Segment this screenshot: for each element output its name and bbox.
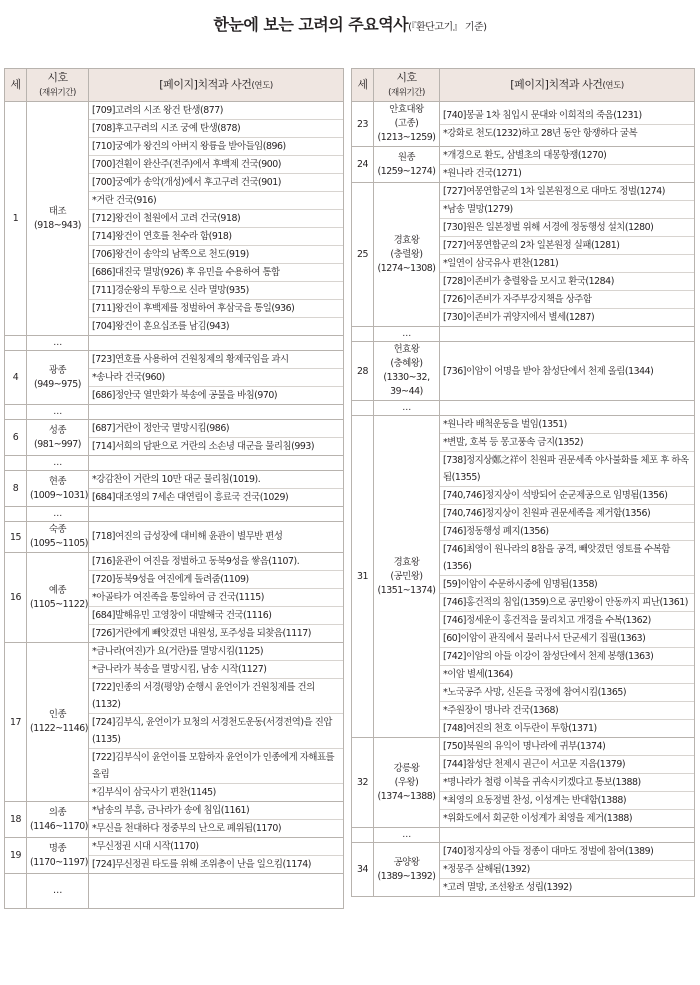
row-events — [440, 738, 695, 828]
event-item: [711]왕건이 후백제를 정벌하여 후삼국을 통일(936) — [89, 300, 343, 318]
event-item: [718]여진의 급성장에 대비해 윤관이 별무반 편성 — [92, 531, 283, 542]
event-item: [727]여몽연합군의 1차 일본원정으로 대마도 정벌(1274) — [440, 183, 694, 201]
event-item: [744]참성단 천제시 권근이 서고문 지음(1379) — [440, 756, 694, 774]
event-item: [704]왕건이 훈요십조를 남김(943) — [92, 321, 230, 332]
row-events — [440, 102, 695, 147]
event-item: [716]윤관이 여진을 정벌하고 동북9성을 쌓음(1107). — [89, 553, 343, 571]
row-events — [89, 802, 344, 838]
king-name: 태조 — [48, 205, 67, 217]
row-events — [89, 838, 344, 874]
header-king-sub: (재위기간) — [39, 87, 76, 98]
event-item: [748]여진의 천호 이두란이 투항(1371) — [443, 723, 597, 734]
king-name: 헌효왕 — [393, 344, 420, 355]
event-item: *변발, 호복 등 몽고풍속 금지(1352) — [440, 434, 694, 452]
king-period: (1009~1031) — [30, 489, 88, 501]
header-king-label: 시호 — [396, 70, 417, 84]
row-num: 28 — [352, 342, 374, 401]
ellipsis: … — [27, 507, 89, 522]
king-alias: (우왕) — [394, 776, 419, 788]
event-item: [714]왕건이 연호를 천수라 함(918) — [89, 228, 343, 246]
king-alias: (충혜왕) — [390, 358, 423, 369]
king-name: 성종 — [48, 424, 67, 436]
row-events — [89, 351, 344, 405]
table-row — [352, 738, 695, 828]
row-num: 25 — [352, 183, 374, 327]
ellipsis: … — [374, 327, 440, 342]
table-row — [352, 183, 695, 327]
event-item: [746]홍건적의 침입(1359)으로 공민왕이 안동까지 피난(1361) — [440, 594, 694, 612]
table-row — [352, 416, 695, 738]
king-name: 경효왕 — [393, 234, 420, 246]
event-item: [684]발해유민 고영창이 대발해국 건국(1116) — [89, 607, 343, 625]
event-item: *강감찬이 거란의 10만 대군 물리침(1019). — [89, 471, 343, 489]
event-item: [684]대조영의 7세손 대연림이 흥료국 건국(1029) — [92, 492, 289, 503]
row-events — [440, 843, 695, 897]
table-row — [5, 553, 344, 643]
event-item: *강화로 천도(1232)하고 28년 동안 항쟁하다 굴복 — [443, 127, 638, 139]
king-alias: (충렬왕) — [390, 248, 423, 260]
event-item: [726]이존비가 자주부강지책을 상주함 — [440, 291, 694, 309]
event-item: [746]정동행성 폐지(1356) — [440, 523, 694, 541]
ellipsis-row — [352, 327, 695, 342]
event-item: [750]북원의 유익이 명나라에 귀부(1374) — [440, 738, 694, 756]
table-row — [352, 342, 695, 401]
header-events-label: [페이지]치적과 사건 — [159, 77, 252, 91]
ellipsis-row — [5, 507, 344, 522]
row-events — [89, 522, 344, 553]
king-period: (1389~1392) — [377, 870, 436, 882]
event-item: [708]후고구려의 시조 궁예 탄생(878) — [89, 120, 343, 138]
king-period: (949~975) — [34, 378, 81, 390]
event-item: *명나라가 철령 이북을 귀속시키겠다고 통보(1388) — [440, 774, 694, 792]
row-num: 19 — [5, 838, 27, 874]
table-row — [352, 147, 695, 183]
right-table-wrap — [351, 68, 695, 897]
king-period: (1330~32, 39~44) — [383, 372, 430, 397]
event-item: [700]견훤이 완산주(전주)에서 후백제 건국(900) — [89, 156, 343, 174]
event-item: [740]몽골 1차 침입시 문대와 이희적의 죽음(1231) — [440, 107, 694, 125]
table-row — [5, 420, 344, 456]
event-item: [740]정지상의 아들 정종이 대마도 정벌에 참여(1389) — [440, 843, 694, 861]
row-king — [374, 102, 440, 147]
king-name: 현종 — [48, 475, 67, 487]
event-item: *송나라 건국(960) — [89, 369, 343, 387]
event-item: [726]거란에게 빼앗겼던 내원성, 포주성을 되찾음(1117) — [92, 628, 311, 639]
ellipsis: … — [27, 456, 89, 471]
row-king — [374, 843, 440, 897]
row-king — [27, 471, 89, 507]
event-item: [710]궁예가 왕건의 아버지 왕륭을 받아들임(896) — [89, 138, 343, 156]
event-item: [730]이존비가 귀양지에서 별세(1287) — [443, 312, 595, 323]
event-item: [700]궁예가 송악(개성)에서 후고구려 건국(901) — [89, 174, 343, 192]
event-item: *김부식이 삼국사기 편찬(1145) — [92, 787, 216, 798]
row-events — [440, 147, 695, 183]
ellipsis: … — [27, 405, 89, 420]
header-events-sub: (연도) — [602, 80, 624, 91]
ellipsis: … — [374, 401, 440, 416]
event-item: [711]경순왕의 투항으로 신라 멸망(935) — [89, 282, 343, 300]
left-table — [4, 68, 344, 909]
king-period: (1095~1105) — [30, 538, 88, 549]
king-period: (1259~1274) — [377, 165, 436, 177]
header-king-sub: (재위기간) — [388, 87, 425, 98]
event-item: [720]동북9성을 여진에게 돌려줌(1109) — [89, 571, 343, 589]
row-num: 4 — [5, 351, 27, 405]
event-item: *남송 멸망(1279) — [440, 201, 694, 219]
row-king — [374, 416, 440, 738]
event-item: [746]정세운이 홍건적을 물리치고 개경을 수복(1362) — [440, 612, 694, 630]
row-king — [374, 342, 440, 401]
table-row — [5, 643, 344, 802]
row-king — [27, 522, 89, 553]
king-period: (981~997) — [34, 438, 81, 450]
event-item: [742]이암의 아들 이강이 참성단에서 천제 봉행(1363) — [440, 648, 694, 666]
event-item: [60]이암이 관직에서 물러나서 단군세기 집필(1363) — [440, 630, 694, 648]
king-period: (1351~1374) — [377, 584, 436, 596]
ellipsis-row — [5, 405, 344, 420]
title-text: 한눈에 보는 고려의 주요역사 — [213, 15, 409, 34]
event-item: *위화도에서 회군한 이성계가 최영을 제거(1388) — [443, 813, 633, 824]
event-item: *정몽주 살해됨(1392) — [440, 861, 694, 879]
row-num: 6 — [5, 420, 27, 456]
event-item: *아골타가 여진족을 통일하여 금 건국(1115) — [89, 589, 343, 607]
king-period: (1122~1146) — [30, 723, 88, 734]
table-row — [352, 102, 695, 147]
row-num: 31 — [352, 416, 374, 738]
event-item: [740,746]정지상이 친원파 권문세족을 제거함(1356) — [440, 505, 694, 523]
event-item: [727]여몽연합군의 2차 일본원정 실패(1281) — [440, 237, 694, 255]
event-item: [686]대진국 멸망(926) 후 유민을 수용하여 통합 — [89, 264, 343, 282]
ellipsis-row — [5, 336, 344, 351]
event-item: *주원장이 명나라 건국(1368) — [440, 702, 694, 720]
table-row — [5, 838, 344, 874]
event-item: *개경으로 환도, 삼별초의 대몽항쟁(1270) — [440, 147, 694, 165]
king-period: (1213~1259) — [377, 132, 436, 143]
king-name: 경효왕 — [393, 556, 420, 568]
event-item: [709]고려의 시조 왕건 탄생(877) — [89, 102, 343, 120]
header-king — [27, 69, 89, 102]
header-events-sub: (연도) — [251, 80, 273, 91]
table-row — [5, 522, 344, 553]
event-item: *금나라가 북송을 멸망시킴, 남송 시작(1127) — [89, 661, 343, 679]
header-row — [5, 69, 344, 102]
header-row — [352, 69, 695, 102]
event-item: [712]왕건이 철원에서 고려 건국(918) — [89, 210, 343, 228]
event-item: [723]연호를 사용하여 건원칭제의 황제국임을 과시 — [89, 351, 343, 369]
right-table — [351, 68, 695, 897]
king-name: 공양왕 — [393, 856, 420, 868]
event-item: [724]김부식, 윤언이가 묘청의 서경천도운동(서경전역)을 진압(1135) — [89, 714, 343, 749]
event-item: [746]최영이 원나라의 8참을 공격, 빼앗겼던 영토를 수복함(1356) — [440, 541, 694, 576]
event-item: [706]왕건이 송악의 남쪽으로 천도(919) — [89, 246, 343, 264]
king-alias: (고종) — [394, 118, 419, 129]
row-events — [440, 416, 695, 738]
row-num: 1 — [5, 102, 27, 336]
row-events — [89, 553, 344, 643]
header-king — [374, 69, 440, 102]
row-num: 23 — [352, 102, 374, 147]
header-king-label: 시호 — [47, 70, 68, 84]
header-events — [440, 69, 695, 102]
event-item: [740,746]정지상이 석방되어 순군제공으로 임명됨(1356) — [440, 487, 694, 505]
row-num: 16 — [5, 553, 27, 643]
event-item: *원나라 건국(1271) — [443, 168, 522, 179]
event-item: [722]김부식이 윤언이를 모함하자 윤언이가 인종에게 자해표를 올림 — [89, 749, 343, 784]
ellipsis-row — [352, 828, 695, 843]
king-period: (1170~1197) — [30, 856, 88, 868]
king-name: 의종 — [48, 806, 67, 818]
row-events — [89, 420, 344, 456]
ellipsis: … — [27, 336, 89, 351]
event-item: [59]이암이 수문하시중에 임명됨(1358) — [440, 576, 694, 594]
event-item: [730]원은 일본정벌 위해 서경에 정동행성 설치(1280) — [440, 219, 694, 237]
event-item: *고려 멸망, 조선왕조 성립(1392) — [443, 882, 572, 893]
row-num: 18 — [5, 802, 27, 838]
ellipsis-row — [5, 456, 344, 471]
king-period: (1105~1122) — [30, 598, 88, 610]
row-num: 8 — [5, 471, 27, 507]
row-events — [89, 471, 344, 507]
title-sub: (『환단고기』 기준) — [408, 22, 487, 33]
king-period: (918~943) — [34, 219, 81, 231]
event-item: *무신을 천대하다 정중부의 난으로 폐위됨(1170) — [92, 823, 282, 834]
ellipsis-row — [5, 874, 344, 909]
row-king — [374, 738, 440, 828]
row-king — [27, 553, 89, 643]
event-item: [686]정안국 열만화가 북송에 공물을 바침(970) — [92, 390, 278, 401]
king-name: 예종 — [48, 584, 67, 596]
row-king — [27, 351, 89, 405]
table-row — [352, 843, 695, 897]
event-item: *일연이 삼국유사 편찬(1281) — [440, 255, 694, 273]
king-name: 원종 — [397, 151, 416, 163]
row-events — [89, 643, 344, 802]
king-name: 안효대왕 — [389, 104, 424, 115]
row-events — [89, 102, 344, 336]
event-item: *무신정권 시대 시작(1170) — [89, 838, 343, 856]
king-alias: (공민왕) — [390, 570, 423, 582]
event-item: [714]서희의 담판으로 거란의 소손녕 대군을 물리침(993) — [92, 441, 315, 452]
event-item: [724]무신정권 타도를 위해 조위총이 난을 일으킴(1174) — [92, 859, 311, 870]
left-table-wrap — [4, 68, 344, 909]
king-name: 강릉왕 — [393, 762, 420, 774]
row-king — [27, 802, 89, 838]
king-period: (1274~1308) — [377, 262, 436, 274]
row-num: 17 — [5, 643, 27, 802]
table-row — [5, 351, 344, 405]
row-king — [27, 838, 89, 874]
ellipsis: … — [27, 874, 89, 909]
table-row — [5, 471, 344, 507]
header-events — [89, 69, 344, 102]
row-num: 34 — [352, 843, 374, 897]
header-num: 세 — [5, 69, 27, 102]
table-row — [5, 802, 344, 838]
page-title — [0, 12, 700, 35]
event-item: *이암 별세(1364) — [440, 666, 694, 684]
row-king — [374, 183, 440, 327]
row-king — [27, 643, 89, 802]
row-king — [374, 147, 440, 183]
king-name: 광종 — [48, 364, 67, 376]
event-item: *거란 건국(916) — [89, 192, 343, 210]
row-num: 24 — [352, 147, 374, 183]
row-events — [440, 183, 695, 327]
king-period: (1146~1170) — [30, 820, 88, 832]
event-item: *노국공주 사망, 신돈을 국정에 참여시킴(1365) — [440, 684, 694, 702]
event-item: [728]이존비가 충렬왕을 모시고 환국(1284) — [440, 273, 694, 291]
king-name: 명종 — [48, 842, 67, 854]
row-king — [27, 102, 89, 336]
table-row — [5, 102, 344, 336]
ellipsis-row — [352, 401, 695, 416]
king-name: 인종 — [48, 709, 67, 720]
event-item: *남송의 부흥, 금나라가 송에 침입(1161) — [89, 802, 343, 820]
event-item: *원나라 배척운동을 벌임(1351) — [440, 416, 694, 434]
row-num: 15 — [5, 522, 27, 553]
row-king — [27, 420, 89, 456]
event-item: [738]정지상鄭之祥이 친원파 권문세족 야사불화를 체포 후 하옥됨(1355) — [440, 452, 694, 487]
header-events-label: [페이지]치적과 사건 — [510, 77, 603, 91]
event-item: [722]인종의 서경(평양) 순행시 윤언이가 건원칭제를 건의(1132) — [89, 679, 343, 714]
ellipsis: … — [374, 828, 440, 843]
event-item: *최영의 요동정벌 찬성, 이성계는 반대함(1388) — [440, 792, 694, 810]
event-item: [736]이암이 어명을 받아 참성단에서 천제 올림(1344) — [443, 365, 654, 377]
row-num: 32 — [352, 738, 374, 828]
event-item: [687]거란이 정안국 멸망시킴(986) — [89, 420, 343, 438]
king-period: (1374~1388) — [377, 790, 436, 802]
row-events — [440, 342, 695, 401]
event-item: *금나라(여진)가 요(거란)를 멸망시킴(1125) — [89, 643, 343, 661]
king-name: 숙종 — [48, 524, 67, 535]
header-num: 세 — [352, 69, 374, 102]
